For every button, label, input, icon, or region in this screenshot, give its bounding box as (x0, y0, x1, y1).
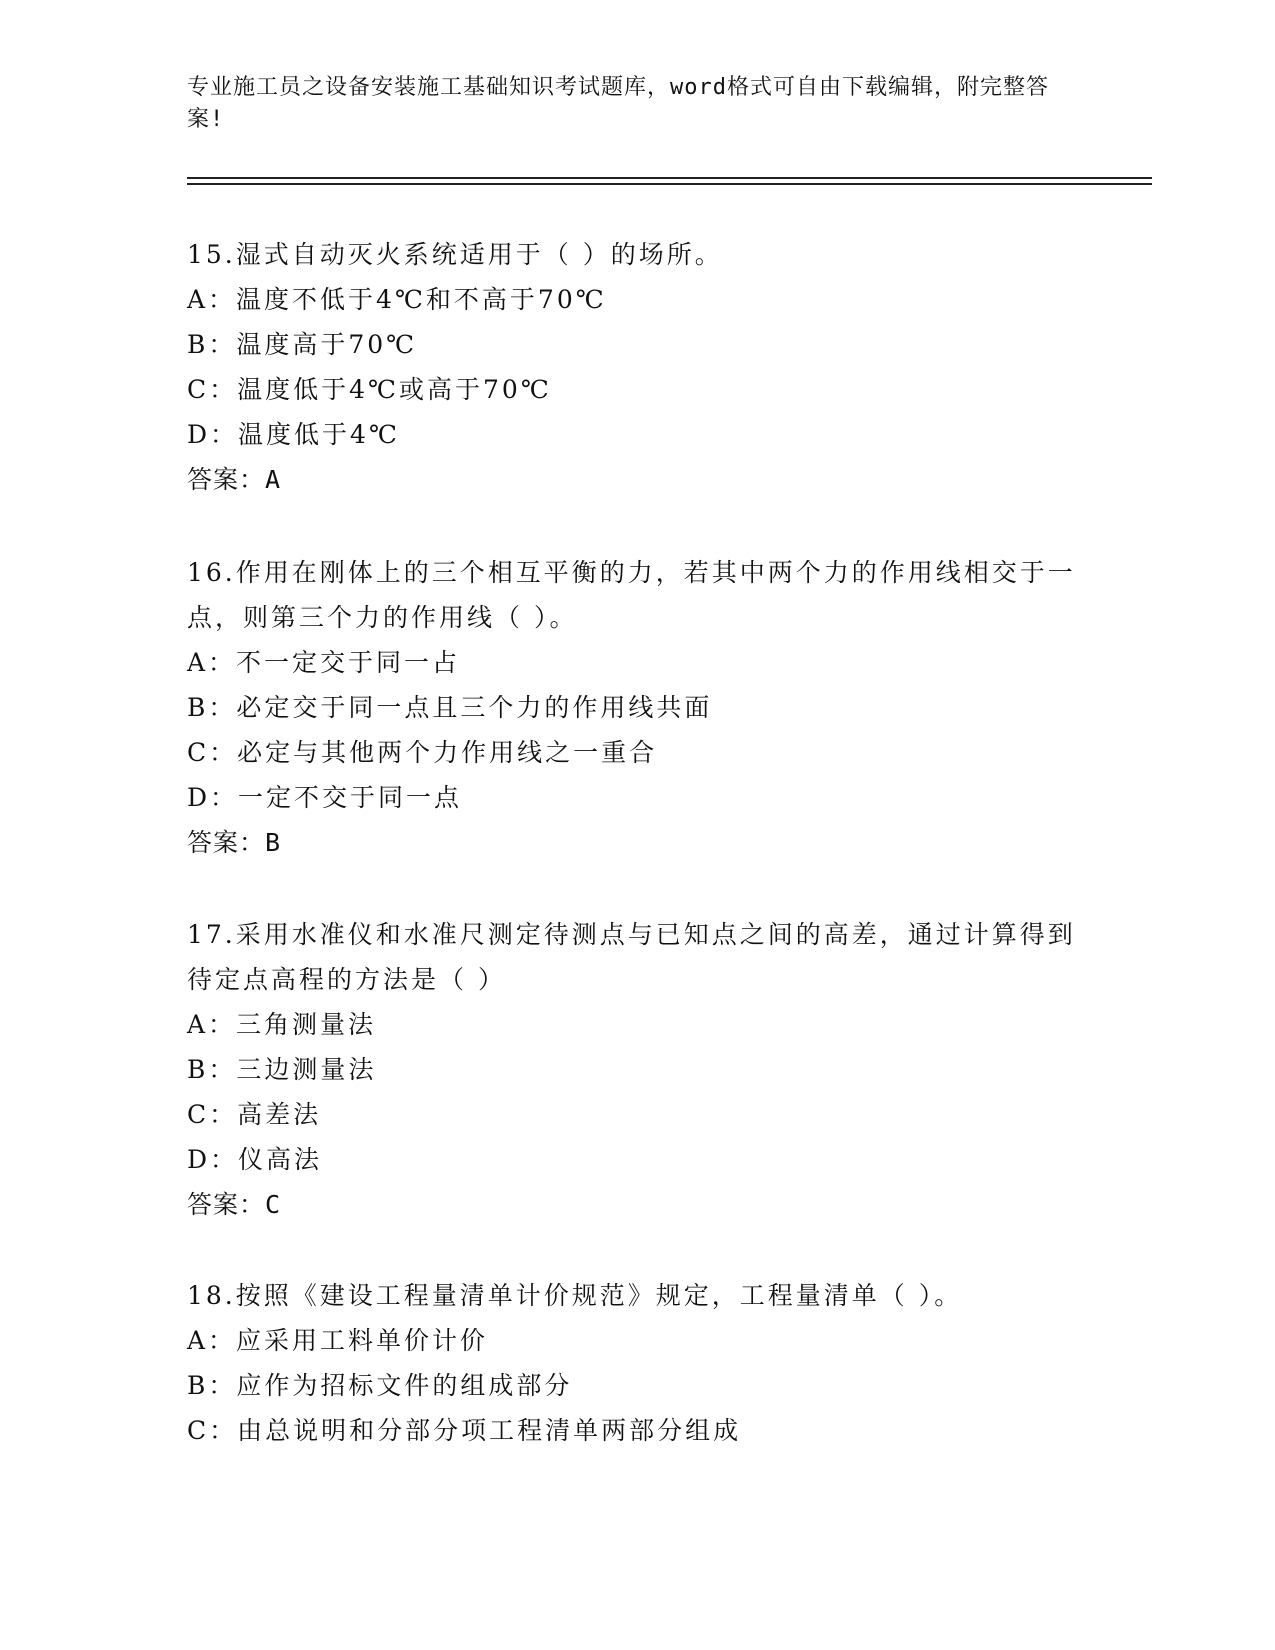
question-15 (187, 232, 1087, 502)
question-stem: 16.作用在刚体上的三个相互平衡的力，若其中两个力的作用线相交于一点，则第三个力的作用线（ ）。 (187, 558, 1076, 632)
option-a: A：不一定交于同一占 (187, 648, 461, 677)
option-c: C：由总说明和分部分项工程清单两部分组成 (187, 1416, 742, 1445)
option-c: C：温度低于4℃或高于70℃ (187, 375, 552, 404)
answer-line (187, 457, 1087, 502)
option-b: B：必定交于同一点且三个力的作用线共面 (187, 693, 713, 722)
option-d: D：温度低于4℃ (187, 420, 400, 449)
answer-label: 答案： (187, 465, 266, 494)
option-d: D：一定不交于同一点 (187, 783, 463, 812)
header-rule-top (187, 177, 1152, 179)
question-17 (187, 912, 1087, 1227)
option-b: B：应作为招标文件的组成部分 (187, 1371, 573, 1400)
header-rule-bottom (187, 183, 1152, 185)
answer-value: A (265, 465, 282, 494)
answer-label: 答案： (187, 1190, 266, 1219)
question-stem: 18.按照《建设工程量清单计价规范》规定，工程量清单（ ）。 (187, 1281, 963, 1310)
option-b: B：温度高于70℃ (187, 330, 418, 359)
header-text: 专业施工员之设备安装施工基础知识考试题库，word格式可自由下载编辑，附完整答案! (187, 75, 1049, 132)
option-a: A：三角测量法 (187, 1010, 377, 1039)
answer-line (187, 1182, 1087, 1227)
question-stem: 17.采用水准仪和水准尺测定待测点与已知点之间的高差，通过计算得到待定点高程的方法是（ ） (187, 920, 1076, 994)
option-c: C：高差法 (187, 1100, 322, 1129)
answer-value: C (265, 1190, 282, 1219)
question-16 (187, 550, 1087, 865)
question-18 (187, 1273, 1087, 1453)
option-b: B：三边测量法 (187, 1055, 377, 1084)
answer-label: 答案： (187, 828, 266, 857)
option-c: C：必定与其他两个力作用线之一重合 (187, 738, 658, 767)
answer-line (187, 820, 1087, 865)
question-stem: 15.湿式自动灭火系统适用于（ ）的场所。 (187, 240, 723, 269)
option-a: A：温度不低于4℃和不高于70℃ (187, 285, 607, 314)
option-a: A：应采用工料单价计价 (187, 1326, 489, 1355)
answer-value: B (265, 828, 282, 857)
option-d: D：仪高法 (187, 1145, 323, 1174)
